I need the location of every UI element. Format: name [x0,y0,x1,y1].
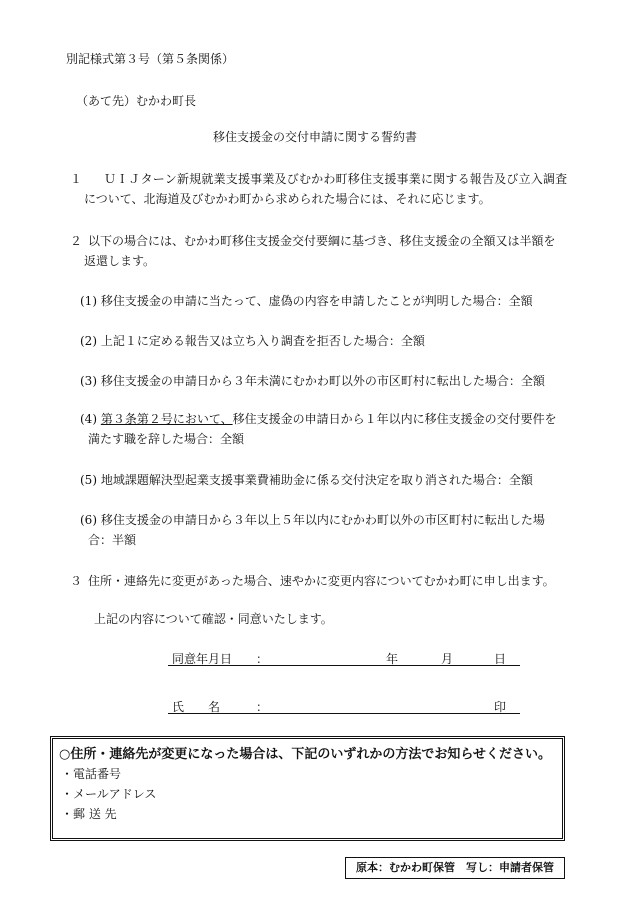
item-text: 上記１に定める報告又は立ち入り調査を拒否した場合：全額 [100,334,425,348]
item-2 [80,332,425,349]
day-label: 日 [494,652,507,666]
date-colon: ： [256,652,269,666]
document-title: 移住支援金の交付申請に関する誓約書 [213,130,418,144]
clause1-number: １ [70,172,83,186]
item-number: (2) [80,334,97,348]
item-1 [80,292,533,309]
item-underlined-text: 第３条第２号において、 [100,412,233,426]
item-6-line2: 合：半額 [88,533,137,547]
clause1-line2: について、北海道及びむかわ町から求められた場合には、それに応じます。 [84,192,491,206]
notice-heading: ○住所・連絡先が変更になった場合は、下記のいずれかの方法でお知らせください。 [59,747,551,762]
name-underline [168,713,520,714]
item-number: (3) [80,374,97,388]
item-text: 移住支援金の申請日から３年以上５年以内にむかわ町以外の市区町村に転出した場 [100,513,545,527]
item-3 [80,372,545,389]
notice-item-email: ・メールアドレス [61,787,157,801]
addressee: （あて先）むかわ町長 [76,94,197,108]
clause1-line1: ＵＩＪターン新規就業支援事業及びむかわ町移住支援事業に関する報告及び立入調査 [104,172,568,186]
clause2-number: ２ [70,234,83,248]
item-text: 地域課題解決型起業支援事業費補助金に係る交付決定を取り消された場合：全額 [100,473,533,487]
item-number: (1) [80,294,97,308]
item-number: (6) [80,513,97,527]
item-number: (5) [80,473,97,487]
date-label: 同意年月日 [172,652,233,666]
clause2-line2: 返還します。 [84,254,156,268]
footer-storage-note: 原本：むかわ町保管 写し：申請者保管 [345,857,565,879]
notice-box [50,736,565,841]
item-5 [80,471,533,488]
clause3-number: ３ [70,574,83,588]
item-4 [80,410,557,427]
year-label: 年 [386,652,399,666]
form-number: 別記様式第３号（第５条関係） [66,52,235,66]
notice-item-phone: ・電話番号 [61,767,122,781]
item-text: 移住支援金の申請に当たって、虚偽の内容を申請したことが判明した場合：全額 [100,294,533,308]
item-text: 移住支援金の申請日から１年以内に移住支援金の交付要件を [232,412,557,426]
clause2-line1: 以下の場合には、むかわ町移住支援金交付要綱に基づき、移住支援金の全額又は半額を [88,234,556,248]
name-colon: ： [256,700,269,714]
month-label: 月 [441,652,454,666]
seal-label: 印 [494,700,507,714]
item-4-line2: 満たす職を辞した場合：全額 [88,432,245,446]
confirm-statement: 上記の内容について確認・同意いたします。 [94,612,333,626]
name-label: 氏 名 [172,700,221,714]
item-text: 移住支援金の申請日から３年未満にむかわ町以外の市区町村に転出した場合：全額 [100,374,545,388]
item-6 [80,511,545,528]
clause3-text: 住所・連絡先に変更があった場合、速やかに変更内容についてむかわ町に申し出ます。 [88,574,555,588]
date-underline [168,665,520,666]
item-number: (4) [80,412,97,426]
notice-item-address: ・郵 送 先 [61,807,117,821]
